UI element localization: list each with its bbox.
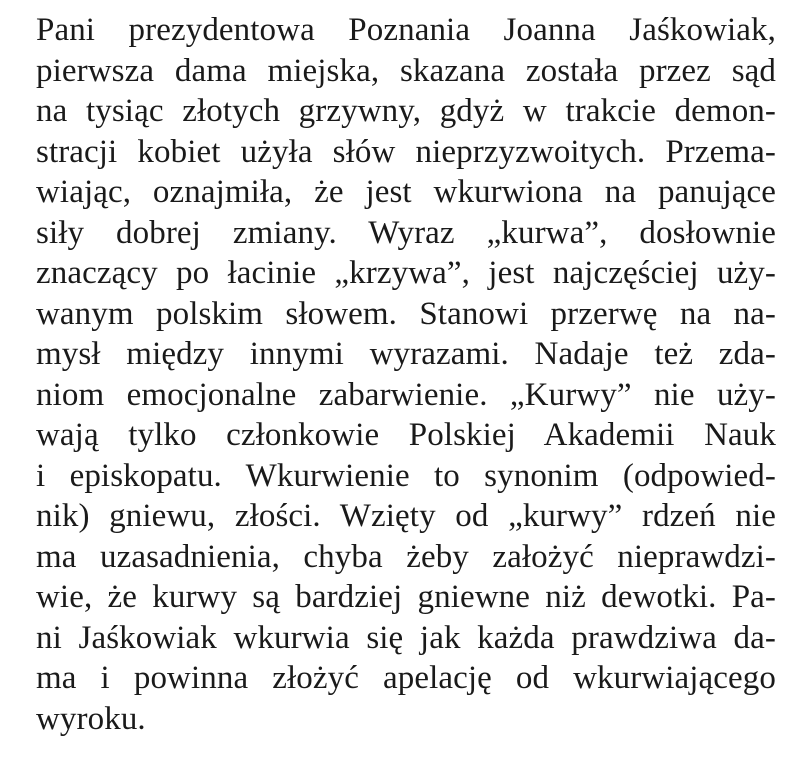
- text-line: nik) gniewu, złości. Wzięty od „kurwy” rdzeń nie: [36, 498, 776, 534]
- text-line: wają tylko członkowie Polskiej Akademii Nauk: [36, 417, 776, 453]
- text-line: wie, że kurwy są bardziej gniewne niż dewotki. Pa-: [36, 579, 776, 615]
- text-line: pierwsza dama miejska, skazana została przez sąd: [36, 52, 776, 89]
- text-line: znaczący po łacinie „krzywa”, jest najczęściej uży-: [36, 255, 776, 291]
- text-line: siły dobrej zmiany. Wyraz „kurwa”, dosłownie: [36, 214, 776, 251]
- text-line: Pani prezydentowa Poznania Joanna Jaśkowiak,: [36, 12, 776, 48]
- text-line: wiając, oznajmiła, że jest wkurwiona na panujące: [36, 174, 776, 210]
- text-line: ni Jaśkowiak wkurwia się jak każda prawdziwa da-: [36, 619, 776, 656]
- text-line: wanym polskim słowem. Stanowi przerwę na na-: [36, 295, 776, 332]
- text-line: na tysiąc złotych grzywny, gdyż w trakcie demon-: [36, 93, 776, 129]
- text-line: ma i powinna złożyć apelację od wkurwiającego: [36, 660, 776, 696]
- text-line: stracji kobiet użyła słów nieprzyzwoitych. Przema-: [36, 133, 776, 170]
- text-line: ma uzasadnienia, chyba żeby założyć nieprawdzi-: [36, 538, 776, 575]
- text-line: i episkopatu. Wkurwienie to synonim (odpowied-: [36, 457, 776, 494]
- article-text: [36, 10, 776, 739]
- text-line: mysł między innymi wyrazami. Nadaje też zda-: [36, 336, 776, 372]
- text-line: niom emocjonalne zabarwienie. „Kurwy” nie uży-: [36, 376, 776, 413]
- text-line: wyroku.: [36, 700, 146, 737]
